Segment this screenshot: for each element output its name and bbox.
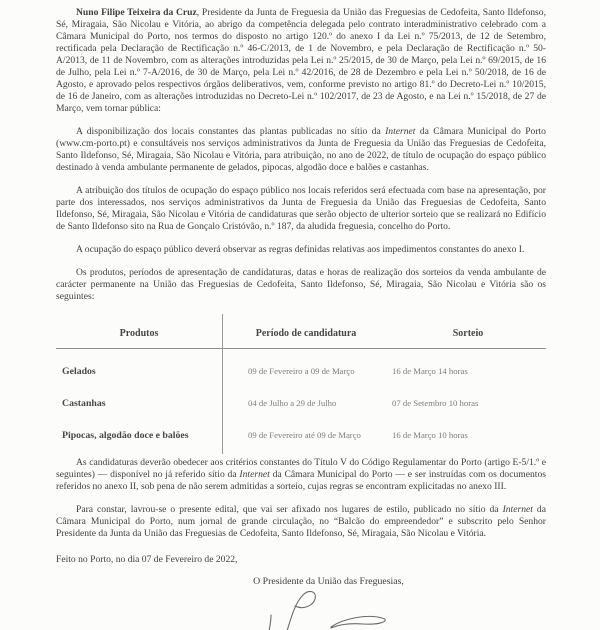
- column-header-periodo: Período de candidatura: [255, 328, 357, 339]
- table-column-divider: [222, 314, 223, 454]
- paragraph-para-constar: Para constar, lavrou-se o presente edital, que vai ser afixado nos lugares de estilo, publicado no sítio da Internet da Câmara Municipal do Porto, num jornal de grande circulação, no “Balcão do empreendedor” e subscrito pelo Senhor Presidente da Junta da União das Freguesias de Cedofeita, Santo Ildefonso, Sé, Miragaia, São Nicolau e Vitória.: [56, 504, 546, 539]
- table-header-row: [56, 314, 546, 349]
- cell-periodo: 09 de Fevereiro a 09 de Março: [248, 366, 355, 376]
- paragraph-produtos-intro: Os produtos, períodos de apresentação de candidaturas, datas e horas de realização dos sorteios da venda ambulante de carácter permanente na União das Freguesias de Cedofeita, Santo Ildefonso, Sé, Miragaia, São Nicolau e Vitória são os seguintes:: [56, 267, 546, 302]
- cell-sorteio: 16 de Março 10 horas: [392, 430, 468, 440]
- paragraph-preamble: Nuno Filipe Teixeira da Cruz, Presidente da Junta de Freguesia da União das Freguesias de Cedofeita, Santo Ildefonso, Sé, Miragaia, São Nicolau e Vitória, ao abrigo da competência delegada pelo contrato interadministrativo celebrado com a Câmara Municipal do Porto, nos termos do disposto no artigo 120.º do anexo I da Lei n.º 75/2013, de 12 de Setembro, rectificada pela Declaração de Rectificação n.º 46-C/2013, de 1 de Novembro, e pela Declaração de Rectificação n.º 50-A/2013, de 11 de Novembro, com as alterações introduzidas pela Lei n.º 25/2015, de 30 de Março, pela Lei n.º 69/2015, de 16 de Julho, pela Lei n.º 7-A/2016, de 30 de Março, pela Lei n.º 42/2016, de 28 de Dezembro e pela Lei n.º 50/2018, de 16 de Agosto, e aprovado pelos respectivos órgãos deliberativos, vem, conforme previsto no artigo 81.º do Decreto-Lei n.º 10/2015, de 16 de Janeiro, com as alterações introduzidas no Decreto-Lei n.º 102/2017, de 23 de Agosto, e na Lei n.º 15/2018, de 27 de Março, vem tornar pública:: [56, 7, 546, 114]
- column-header-produtos: Produtos: [119, 328, 159, 339]
- paragraph-disponibilizacao: A disponibilização dos locais constantes das plantas publicadas no sítio da Internet da Câmara Municipal do Porto (www.cm-porto.pt) e consultáveis nos serviços administrativos da Junta de Freguesia da União das Freguesias de Cedofeita, Santo Ildefonso, Sé, Miragaia, São Nicolau e Vitória, para atribuição, no ano de 2022, de título de ocupação do espaço público destinado à venda ambulante permanente de gelados, pipocas, algodão doce e balões e castanhas.: [56, 126, 546, 173]
- cell-periodo: 09 de Fevereiro até 09 de Março: [248, 430, 361, 440]
- column-header-sorteio: Sorteio: [452, 328, 484, 339]
- cell-sorteio: 07 de Setembro 10 horas: [392, 398, 479, 408]
- table-row-castanhas: [56, 398, 546, 409]
- signature-title: O Presidente da União das Freguesias,: [253, 576, 404, 587]
- paragraph-atribuicao: A atribuição dos títulos de ocupação do espaço público nos locais referidos será efectuada com base na apresentação, por parte dos interessados, nos serviços administrativos da Junta de Freguesia da União das Freguesias de Cedofeita, Santo Ildefonso, Sé, Miragaia, São Nicolau e Vitória de candidaturas que serão objecto de ulterior sorteio que se realizará no Edifício de Santo Ildefonso sito na Rua de Gonçalo Cristóvão, n.º 187, da aludida freguesia, concelho do Porto.: [56, 185, 546, 232]
- products-table: [56, 314, 546, 441]
- cell-periodo: 04 de Julho a 29 de Julho: [248, 398, 337, 408]
- cell-produto: Castanhas: [62, 398, 106, 409]
- cell-sorteio: 16 de Março 14 horas: [392, 366, 468, 376]
- date-line: Feito no Porto, no dia 07 de Fevereiro de 2022,: [56, 554, 238, 565]
- cell-produto: Pipocas, algodão doce e balões: [62, 430, 189, 441]
- paragraph-candidaturas: As candidaturas deverão obedecer aos critérios constantes do Título V do Código Regulamentar do Porto (artigo E-5/1.º e seguintes) — disponível no já referido sítio da Internet da Câmara Municipal do Porto — e ser instruídas com os documentos referidos no anexo II, sob pena de não serem admitidas a sorteio, cujas regras se encontram explicitadas no anexo III.: [56, 457, 546, 492]
- cell-produto: Gelados: [62, 366, 96, 377]
- table-row-gelados: [56, 366, 546, 377]
- paragraph-ocupacao: A ocupação do espaço público deverá observar as regras definidas relativas aos impedimentos constantes do anexo I.: [76, 244, 525, 255]
- table-row-pipocas: [56, 430, 546, 441]
